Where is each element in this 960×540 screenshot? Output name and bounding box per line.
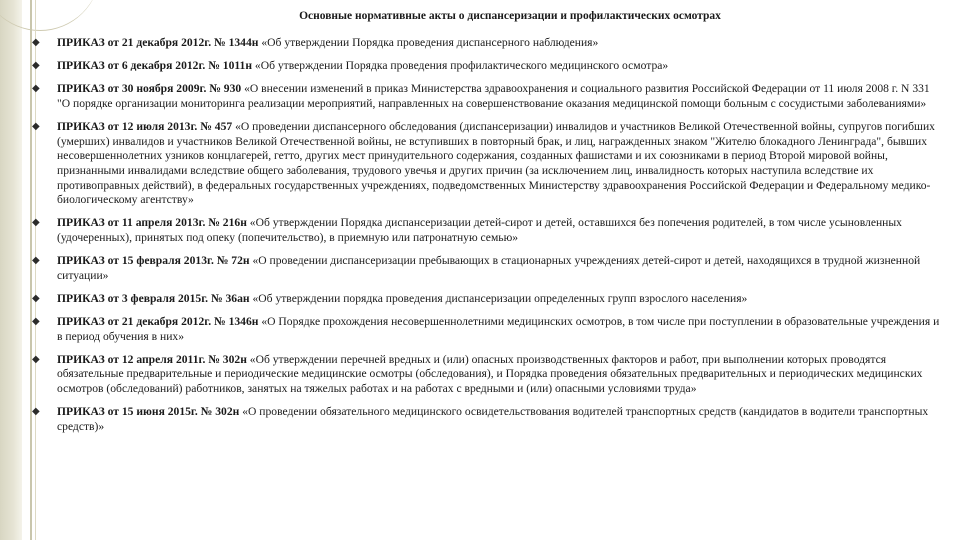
act-description: «Об утверждении Порядка проведения профилактического медицинского осмотра» [252, 59, 669, 73]
left-divider-line [30, 0, 32, 540]
diamond-bullet-icon: ◆ [32, 60, 40, 72]
act-description: «Об утверждении порядка проведения диспансеризации определенных групп взрослого населения» [249, 291, 748, 305]
diamond-bullet-icon: ◆ [32, 316, 40, 328]
act-description: «О проведении диспансеризации пребывающих в стационарных учреждениях детей-сирот и детей, находящихся в трудной жизненной ситуации» [57, 254, 921, 282]
act-reference: ПРИКАЗ от 12 апреля 2011г. № 302н [57, 352, 247, 366]
act-description: «Об утверждении Порядка проведения диспансерного наблюдения» [258, 36, 599, 49]
act-reference: ПРИКАЗ от 3 февраля 2015г. № 36ан [57, 291, 250, 305]
diamond-bullet-icon: ◆ [32, 255, 40, 267]
act-reference: ПРИКАЗ от 11 апреля 2013г. № 216н [57, 216, 247, 230]
list-item [32, 405, 940, 434]
document-body [32, 10, 940, 443]
list-item [32, 59, 940, 74]
left-divider-line-thin [35, 0, 36, 540]
page-title: Основные нормативные акты о диспансеризации и профилактических осмотрах [299, 10, 721, 22]
list-item [32, 216, 940, 245]
list-item [32, 291, 940, 307]
list-item [32, 82, 940, 111]
act-reference: ПРИКАЗ от 6 декабря 2012г. № 1011н [57, 59, 253, 73]
diamond-bullet-icon: ◆ [32, 37, 40, 48]
left-decorative-band [0, 0, 22, 540]
act-reference: ПРИКАЗ от 12 июля 2013г. № 457 [57, 120, 233, 134]
list-item [32, 120, 940, 208]
diamond-bullet-icon: ◆ [32, 217, 40, 229]
diamond-bullet-icon: ◆ [32, 353, 40, 365]
act-reference: ПРИКАЗ от 21 декабря 2012г. № 1344н [57, 36, 259, 49]
act-reference: ПРИКАЗ от 21 декабря 2012г. № 1346н [57, 315, 259, 329]
acts-list [32, 36, 940, 434]
act-reference: ПРИКАЗ от 15 июня 2015г. № 302н [57, 405, 240, 419]
act-reference: ПРИКАЗ от 30 ноября 2009г. № 930 [57, 82, 242, 96]
list-item [32, 352, 940, 397]
act-description: «О Порядке прохождения несовершеннолетними медицинских осмотров, в том числе при поступлении в образовательные учреждения и в период обучения в них» [57, 315, 940, 343]
list-item [32, 315, 940, 344]
list-item [32, 254, 940, 283]
act-description: «О проведении диспансерного обследования (диспансеризации) инвалидов и участников Великой Отечественной войны, супругов погибших (умерших) инвалидов и участников Великой Отечественной войны, не вступивших в повторный брак, и лиц, награжденных знаком "Жителю блокадного Ленинграда", бывших несовершеннолетних узников концлагерей, гетто, других мест принудительного содержания, созданных фашистами и их союзниками в период Второй мировой войны, признанными инвалидами вследствие общего заболевания, трудового увечья и других причин (за исключением лиц, инвалидность которых наступила вследствие их противоправных действий), в федеральных государственных учреждениях, подведомственных Министерству здравоохранения Российской Федерации и Федеральному медико-биологическому агентству» [57, 120, 935, 207]
diamond-bullet-icon: ◆ [32, 83, 40, 95]
list-item [32, 36, 940, 51]
act-description: «Об утверждении перечней вредных и (или) опасных производственных факторов и работ, при выполнении которых проводятся обязательные предварительные и периодические медицинские осмотры (обследования), и Порядка проведения обязательных предварительных и периодических медицинских осмотров (обследований) работников, занятых на тяжелых работах и на работах с вредными и (или) опасными условиями труда» [57, 352, 923, 396]
act-description: «О проведении обязательного медицинского освидетельствования водителей транспортных средств (кандидатов в водители транспортных средств)» [57, 405, 929, 433]
act-description: «Об утверждении Порядка диспансеризации детей-сирот и детей, оставшихся без попечения родителей, в том числе усыновленных (удочеренных), принятых под опеку (попечительство), в приемную или патронатную семью» [57, 216, 902, 244]
diamond-bullet-icon: ◆ [32, 292, 40, 304]
act-description: «О внесении изменений в приказ Министерства здравоохранения и социального развития Российской Федерации от 11 июля 2008 г. N 331 "О порядке организации мониторинга реализации мероприятий, направленных на совершенствование оказания медицинской помощи больным с сосудистыми заболеваниями» [57, 82, 930, 110]
act-reference: ПРИКАЗ от 15 февраля 2013г. № 72н [57, 254, 250, 268]
diamond-bullet-icon: ◆ [32, 406, 40, 418]
diamond-bullet-icon: ◆ [32, 121, 40, 133]
